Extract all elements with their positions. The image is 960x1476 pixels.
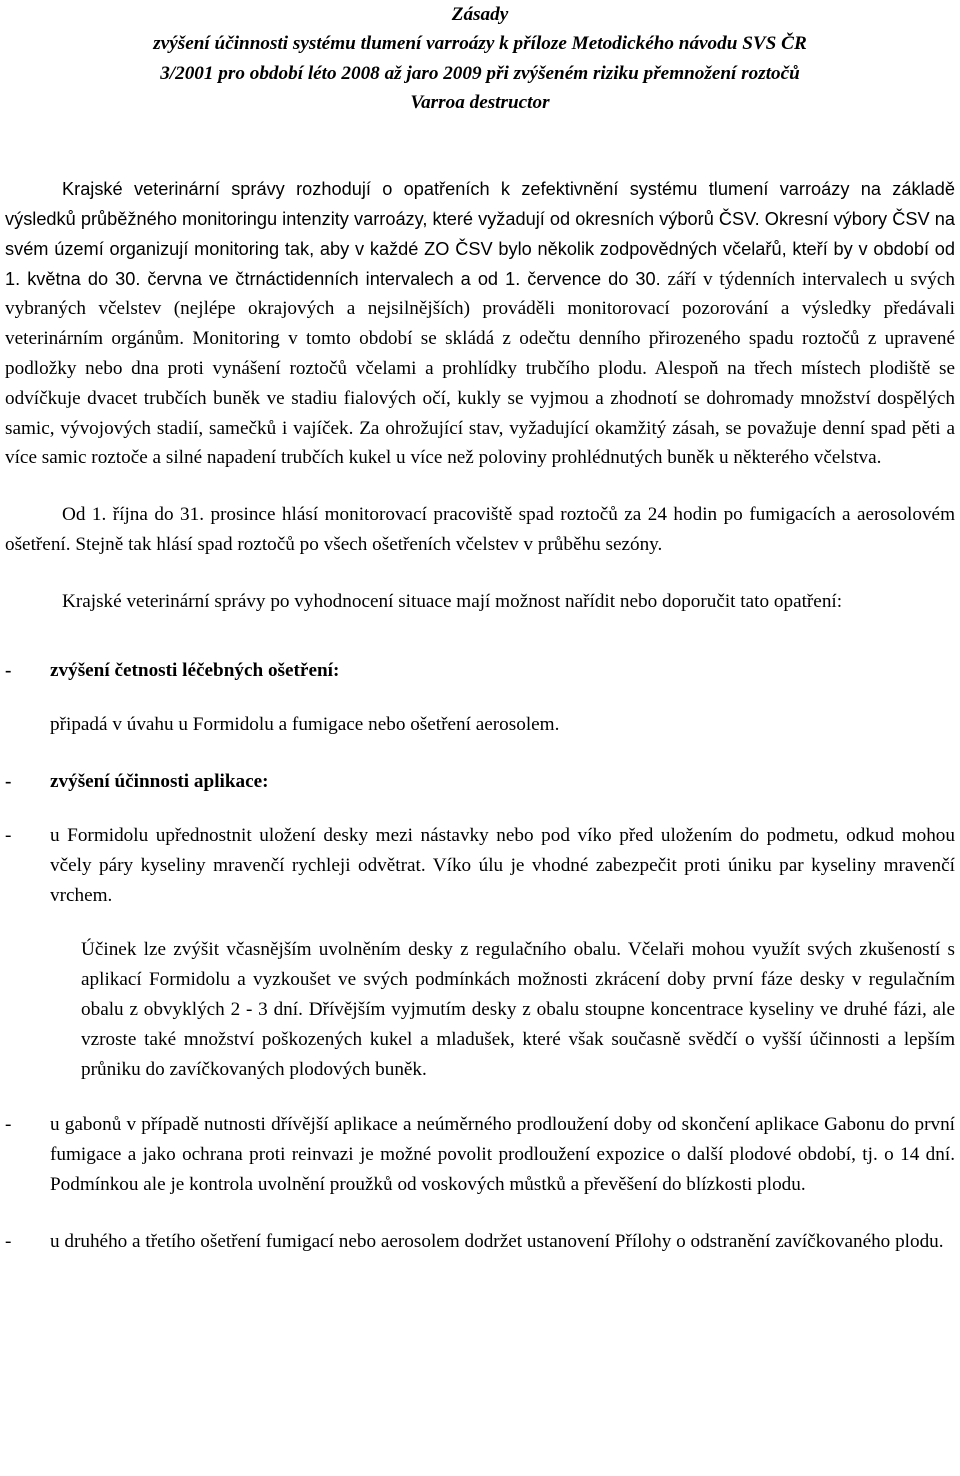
section-heading-text: zvýšení četnosti léčebných ošetření: bbox=[50, 659, 340, 681]
paragraph-monitoring-serif: září v týdenních intervalech u svých vybraných včelstev (nejlépe okrajových a nejsilnějších) prováděli monitorovací pozorování a výsledky předávali veterinárním orgánům. Monitoring v tomto období se skládá z odečtu denního přirozeného spadu roztočů z upravené podložky nebo dna proti vynášení roztočů včelami a prohlídky trubčího plodu. Alespoň na třech místech plodiště se odvíčkuje dvacet trubčích buněk ve stadiu fialových očí, kukly se vyjmou a zhodnotí se dohromady množství dospělých samic, vývojových stadií, samečků i vajíček. Za ohrožující stav, vyžadující okamžitý zásah, se považuje denní spad pěti a více samic roztoče a silné napadení trubčích kukel u více než poloviny prohlédnutých buněk u některého včelstva. bbox=[5, 268, 955, 469]
section-frequency-text: připadá v úvahu u Formidolu a fumigace nebo ošetření aerosolem. bbox=[50, 714, 560, 736]
title-line-4: Varroa destructor bbox=[410, 91, 550, 113]
paragraph-monitoring bbox=[5, 175, 955, 473]
list-item-text: u gabonů v případě nutnosti dřívější aplikace a neúměrného prodloužení doby od skončení aplikace Gabonu do první fumigace a jako ochrana proti reinvazi je možné povolit prodloužení expozice o další plodové období, tj. o 14 dní. Podmínkou ale je kontrola uvolnění proužků od voskových můstků a převěšení do blízkosti plodu. bbox=[50, 1114, 955, 1195]
document-page bbox=[5, 0, 955, 1257]
title-line-1: Zásady bbox=[451, 4, 509, 25]
document-title bbox=[5, 0, 955, 117]
list-item-formidol bbox=[5, 821, 955, 910]
section-heading-efficiency bbox=[5, 767, 955, 797]
paragraph-measures-intro: Krajské veterinární správy po vyhodnocení situace mají možnost nařídit nebo doporučit tato opatření: bbox=[62, 590, 843, 612]
list-item-dash: - bbox=[5, 1230, 12, 1252]
list-item-dash: - bbox=[5, 824, 12, 846]
list-item-gabon bbox=[5, 1110, 955, 1199]
title-line-2: zvýšení účinnosti systému tlumení varroázy k příloze Metodického návodu SVS ČR bbox=[153, 33, 807, 55]
title-line-3: 3/2001 pro období léto 2008 až jaro 2009 při zvýšeném riziku přemnožení roztočů bbox=[160, 62, 800, 84]
list-item-text: u druhého a třetího ošetření fumigací nebo aerosolem dodržet ustanovení Přílohy o odstranění zavíčkovaného plodu. bbox=[50, 1230, 944, 1252]
list-item-formidol-extra bbox=[5, 935, 955, 1084]
section-dash: - bbox=[5, 771, 12, 793]
list-item-text: u Formidolu upřednostnit uložení desky mezi nástavky nebo pod víko před uložením do podmetu, odkud mohou včely páry kyseliny mravenčí rychleji odvětrat. Víko úlu je vhodné zabezpečit proti úniku par kyseliny mravenčí vrchem. bbox=[50, 824, 955, 906]
section-heading-text: zvýšení účinnosti aplikace: bbox=[50, 771, 269, 793]
list-item-dash: - bbox=[5, 1114, 12, 1136]
list-item-fumigation bbox=[5, 1227, 955, 1257]
section-heading-frequency bbox=[5, 656, 955, 686]
paragraph-reporting: Od 1. října do 31. prosince hlásí monitorovací pracoviště spad roztočů za 24 hodin po fumigacích a aerosolovém ošetření. Stejně tak hlásí spad roztočů po všech ošetřeních včelstev v průběhu sezóny. bbox=[5, 504, 955, 555]
section-dash: - bbox=[5, 659, 12, 681]
list-item-extra-text: Účinek lze zvýšit včasnějším uvolněním desky z regulačního obalu. Včelaři mohou využít svých zkušeností s aplikací Formidolu a vyzkoušet ve svých podmínkách možnosti zkrácení doby první fáze desky v regulačním obalu z obvyklých 2 - 3 dní. Dřívějším vyjmutím desky z obalu stoupne koncentrace kyseliny ve druhé fázi, ale vzroste také množství poškozených kukel a mladušek, které však současně svědčí o vyšší účinnosti a lepším průniku do zavíčkovaných plodových buněk. bbox=[81, 939, 955, 1080]
paragraph-monitoring-sans: Krajské veterinární správy rozhodují o opatřeních k zefektivnění systému tlumení varroázy na základě výsledků průběžného monitoringu intenzity varroázy, které vyžadují od okresních výborů ČSV. Okresní výbory ČSV na svém území organizují monitoring tak, aby v každé ZO ČSV bylo několik zodpovědných včelařů, kteří by v období od 1. května do 30. června ve čtrnáctidenních intervalech a od 1. července do 30. bbox=[5, 179, 955, 289]
